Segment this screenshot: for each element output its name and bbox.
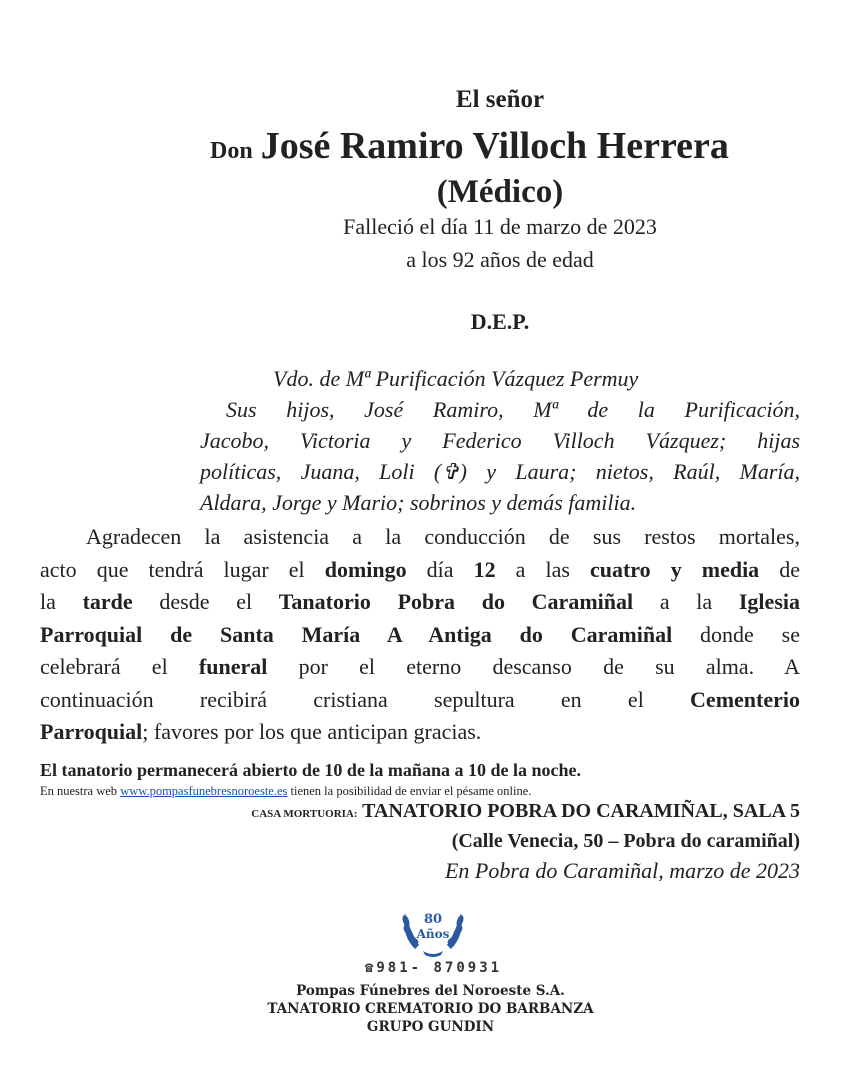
- web-notice: En nuestra web www.pompasfunebresnoroeste.es tienen la posibilidad de enviar el pésame online.: [40, 784, 532, 798]
- group-name: GRUPO GUNDIN: [366, 1019, 495, 1035]
- telephone-icon: ☎: [364, 960, 377, 976]
- family-line: Aldara, Jorge y Mario; sobrinos y demás familia.: [200, 490, 637, 515]
- funeral-home: [40, 800, 800, 823]
- funeral-home-value: TANATORIO POBRA DO CARAMIÑAL, SALA 5: [357, 800, 800, 822]
- family-line: Sus hijos, José Ramiro, Mª de la Purificación,: [226, 397, 800, 422]
- place-date: En Pobra do Caramiñal, marzo de 2023: [444, 858, 800, 883]
- body-line: Agradecen la asistencia a la conducción de sus restos mortales,: [86, 524, 800, 549]
- company-footer: [0, 982, 849, 1036]
- body-line: Parroquial de Santa María A Antiga do Caramiñal donde se: [40, 621, 801, 647]
- crematorium-name: TANATORIO CREMATORIO DO BARBANZA: [267, 1001, 594, 1017]
- svg-text:80: 80: [423, 912, 443, 927]
- family-line: políticas, Juana, Loli (✞) y Laura; nietos, Raúl, María,: [200, 459, 800, 484]
- laurel-wreath-icon: [393, 893, 473, 963]
- body-line: Parroquial; favores por los que anticipan gracias.: [40, 719, 482, 744]
- phone-line: [0, 960, 849, 976]
- deceased-name: José Ramiro Villoch Herrera: [260, 125, 729, 167]
- dep-text: D.E.P.: [470, 309, 530, 334]
- body-line: continuación recibirá cristiana sepultura en el Cementerio: [40, 686, 800, 712]
- funeral-home-label: CASA MORTUORIA:: [251, 808, 358, 820]
- body-line: celebrará el funeral por el eterno descanso de su alma. A: [40, 654, 801, 679]
- intro-text: El señor: [455, 86, 545, 113]
- website-link[interactable]: www.pompasfunebresnoroeste.es: [120, 784, 288, 798]
- company-name: Pompas Fúnebres del Noroeste S.A.: [296, 983, 565, 999]
- profession: (Médico): [436, 174, 564, 210]
- death-date: Falleció el día 11 de marzo de 2023: [343, 214, 657, 239]
- opening-hours: El tanatorio permanecerá abierto de 10 de la mañana a 10 de la noche.: [40, 760, 581, 780]
- family-block: [200, 363, 800, 518]
- svg-text:Años: Años: [416, 927, 450, 941]
- family-line: Jacobo, Victoria y Federico Villoch Vázquez; hijas: [200, 428, 800, 453]
- widower-line: Vdo. de Mª Purificación Vázquez Permuy: [273, 366, 639, 391]
- phone-number: 981- 870931: [376, 960, 503, 976]
- anniversary-logo: [393, 893, 473, 963]
- funeral-home-address: (Calle Venecia, 50 – Pobra do caramiñal): [451, 830, 800, 852]
- deceased-name-line: [210, 124, 830, 168]
- body-line: acto que tendrá lugar el domingo día 12 a las cuatro y media de: [40, 556, 800, 582]
- age-at-death: a los 92 años de edad: [406, 247, 594, 272]
- honorific: Don: [210, 138, 253, 164]
- body-line: la tarde desde el Tanatorio Pobra do Caramiñal a la Iglesia: [40, 589, 800, 614]
- ceremony-text: [40, 521, 800, 749]
